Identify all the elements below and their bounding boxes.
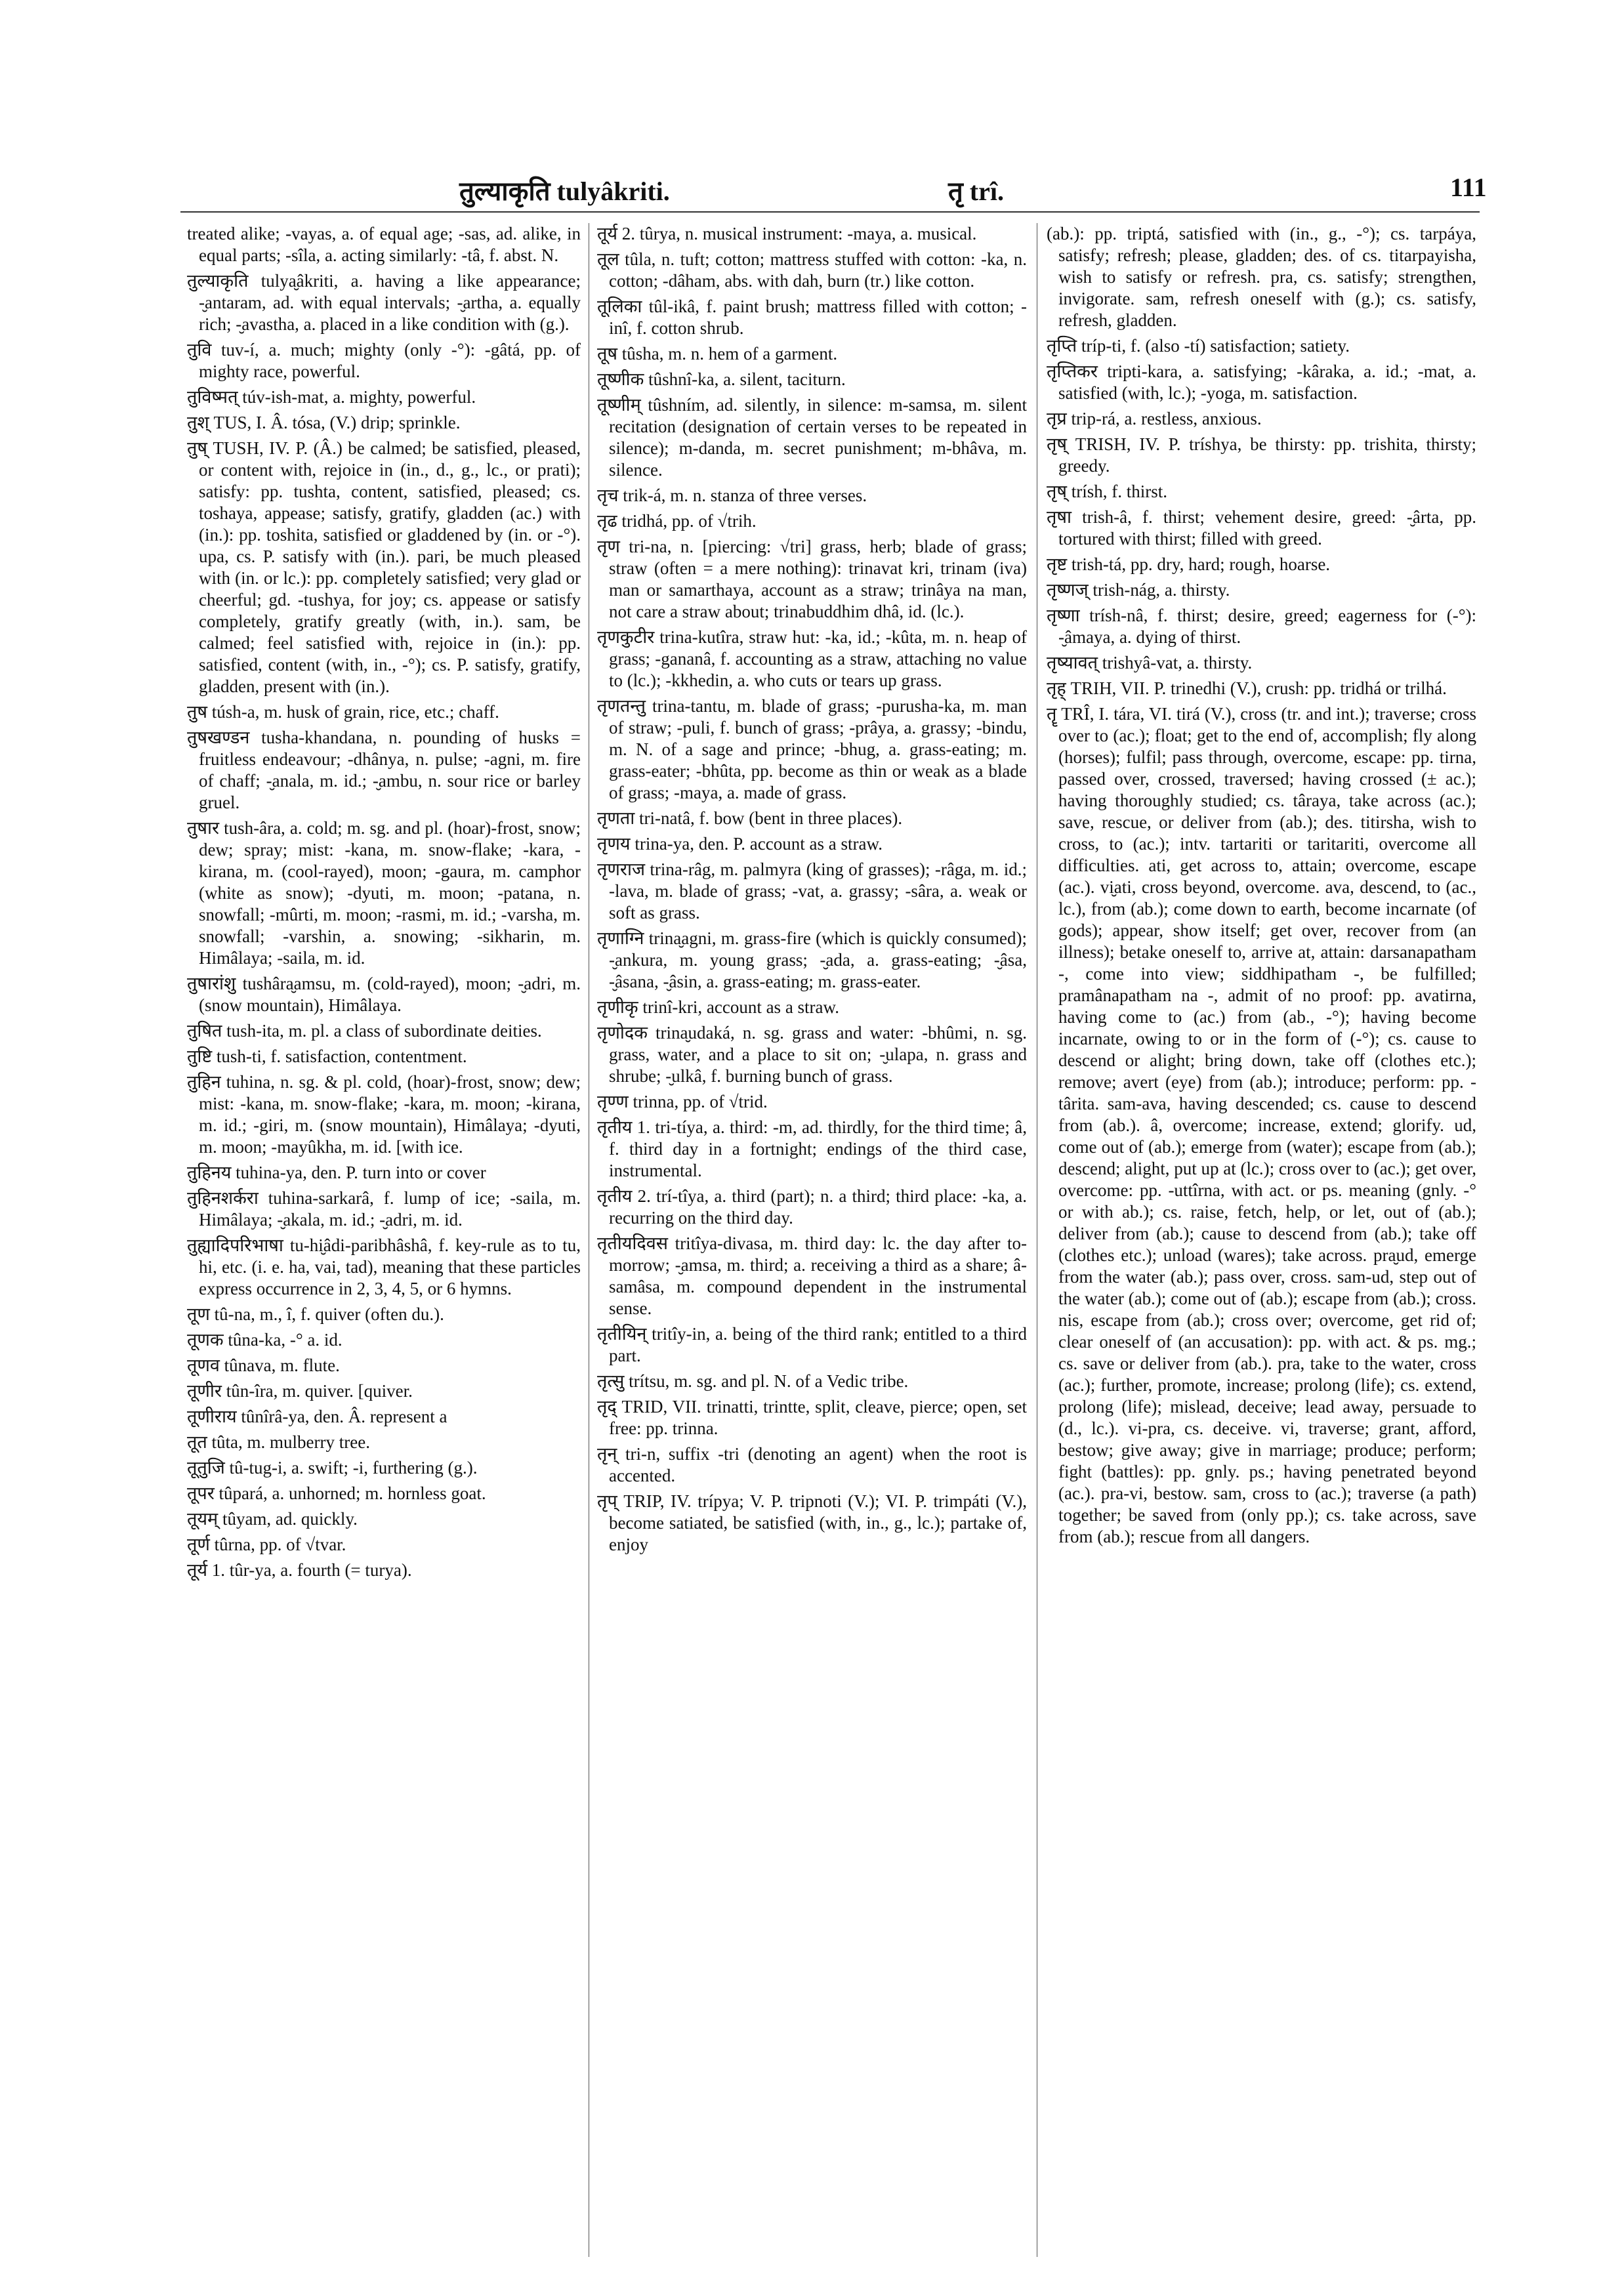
column-left — [187, 223, 581, 2257]
dictionary-entry: तुवि tuv-í, a. much; mighty (only -°): -gâtá, pp. of mighty race, powerful. — [187, 340, 581, 381]
dictionary-entry: तूर्य 2. tûrya, n. musical instrument: -maya, a. musical. — [597, 224, 977, 243]
dictionary-entry: तृतीयदिवस tritîya-divasa, m. third day: lc. the day after to-morrow; -̮amsa, m. third; a. receiving a third as a share; â-samâsa, m. compound dependent in the instrumental sense. — [597, 1233, 1027, 1318]
dictionary-entry: तृणीकृ trinî-kri, account as a straw. — [597, 997, 840, 1017]
dictionary-entry: तुह्यादिपरिभाषा tu-hi̮âdi-paribhâshâ, f. key-rule as to tu, hi, etc. (i. e. ha, vai, tad), meaning that these particles express occurrence in 2, 3, 4, 5, or 6 hymns. — [187, 1235, 581, 1298]
dictionary-entry: तृणराज trina-râg, m. palmyra (king of grasses); -râga, m. id.; -lava, m. blade of grass; -vat, a. grassy; -sâra, a. weak or soft as grass. — [597, 859, 1027, 922]
running-head-center: तृ trî. — [948, 176, 1004, 206]
dictionary-entry: तृणतन्तु trina-tantu, m. blade of grass; -purusha-ka, m. man of straw; -puli, f. bunch of grass; -prâya, a. grassy; -bindu, m. N. of a sage and prince; -bhug, a. grass-eating; m. grass-eater; -bhûta, pp. become as thin or weak as a blade of grass; -maya, a. made of grass. — [597, 696, 1027, 802]
dictionary-entry: तृषा trish-â, f. thirst; vehement desire, greed: -̮ârta, pp. tortured with thirst; filled with greed. — [1047, 507, 1476, 548]
dictionary-entry: तृणाग्नि trina̮agni, m. grass-fire (which is quickly consumed); -̮ankura, m. young grass; -̮ada, a. grass-eating; -̮âsa, -̮âsana, -̮âsin, a. grass-eating; m. grass-eater. — [597, 928, 1027, 991]
dictionary-entry: तूलिका tûl-ikâ, f. paint brush; mattress filled with cotton; -inî, f. cotton shrub. — [597, 297, 1027, 338]
dictionary-entry: तूष्णीम् tûshním, ad. silently, in silence: m-samsa, m. silent recitation (designation of certain verses to be repeated in silence); m-danda, m. secret punishment; m-bhâva, m. silence. — [597, 395, 1027, 480]
dictionary-entry: तूण tû-na, m., î, f. quiver (often du.). — [187, 1304, 444, 1324]
dictionary-entry: तृन् tri-n, suffix -tri (denoting an agent) when the root is accented. — [597, 1444, 1027, 1485]
column-middle — [597, 223, 1027, 2257]
dictionary-entry: तृष्णा trísh-nâ, f. thirst; desire, greed; eagerness for (-°): -̮âmaya, a. dying of thirst. — [1047, 606, 1476, 647]
dictionary-entry: तृणकुटीर trina-kutîra, straw hut: -ka, id.; -kûta, m. n. heap of grass; -gananâ, f. accounting as a straw, attaching no value to (lc.); -kkhedin, a. who cuts or tears up grass. — [597, 627, 1027, 690]
dictionary-entry: तूणीर tûn-îra, m. quiver. [quiver. — [187, 1381, 413, 1401]
dictionary-entry: तृढ tridhá, pp. of √trih. — [597, 511, 757, 531]
dictionary-entry: तुष túsh-a, m. husk of grain, rice, etc.; chaff. — [187, 702, 499, 722]
dictionary-entry: तृष्यावत् trishyâ-vat, a. thirsty. — [1047, 653, 1253, 672]
dictionary-entry: तुषार tush-âra, a. cold; m. sg. and pl. (hoar)-frost, snow; dew; spray; mist: -kana, m. snow-flake; -kara, -kirana, m. (cool-rayed), moon; -gaura, m. camphor (white as snow); -dyuti, m. moon; -patana, n. snowfall; -mûrti, m. moon; -rasmi, m. id.; -varsha, m. snowfall; -varshin, a. snowing; -sikharin, m. Himâlaya; -saila, m. id. — [187, 818, 581, 968]
dictionary-entry: तृत्सु trítsu, m. sg. and pl. N. of a Vedic tribe. — [597, 1371, 909, 1391]
dictionary-entry: तूत tûta, m. mulberry tree. — [187, 1432, 370, 1452]
dictionary-entry: तूपर tûpará, a. unhorned; m. hornless goat. — [187, 1483, 486, 1503]
dictionary-entry: तूल tûla, n. tuft; cotton; mattress stuffed with cotton: -ka, n. cotton; -dâham, abs. with dah, burn (tr.) like cotton. — [597, 249, 1027, 291]
dictionary-entry: तृष् trísh, f. thirst. — [1047, 482, 1167, 501]
dictionary-entry: तूयम् tûyam, ad. quickly. — [187, 1509, 358, 1529]
dictionary-entry: तृतीयिन् tritîy-in, a. being of the third rank; entitled to a third part. — [597, 1324, 1027, 1365]
dictionary-entry: तूणव tûnava, m. flute. — [187, 1355, 340, 1375]
page-number: 111 — [1450, 173, 1487, 202]
column-right — [1047, 223, 1476, 2257]
dictionary-entry: तुहिन tuhina, n. sg. & pl. cold, (hoar)-frost, snow; dew; mist: -kana, m. snow-flake; -kara, m. moon; -kirana, m. id.; -giri, m. (snow mountain), Himâlaya; -dyuti, m. moon; -mayûkha, m. id. [with ice. — [187, 1072, 581, 1157]
dictionary-entry: तूर्य 1. tûr-ya, a. fourth (= turya). — [187, 1560, 412, 1580]
dictionary-entry: तृष् TRISH, IV. P. tríshya, be thirsty: pp. trishita, thirsty; greedy. — [1047, 434, 1476, 476]
dictionary-entry: तृष्णज् trish-nág, a. thirsty. — [1047, 580, 1230, 600]
dictionary-entry: तुहिनय tuhina-ya, den. P. turn into or cover — [187, 1163, 486, 1182]
dictionary-entry: तुविष्मत् túv-ish-mat, a. mighty, powerful. — [187, 387, 476, 407]
dictionary-entry: तुष् TUSH, IV. P. (Â.) be calmed; be satisfied, pleased, or content with, rejoice in (in., d., g., lc., or prati); satisfy: pp. tushta, content, satisfied, pleased; cs. toshaya, appease; satisfy, gratify, gladden (ac.) with (in.): pp. toshita, satisfied or gladdened by (in. or -°). upa, cs. P. satisfy with (in.). pari, be much pleased with (in. or lc.): pp. completely satisfied; very glad or cheerful; gd. -tushya, for joy; cs. appease or satisfy completely, gratify greatly (with, in.). sam, be calmed; feel satisfied with, rejoice in (in.): pp. satisfied, content (with, in., -°); cs. P. satisfy, gratify, gladden, present with (in.). — [187, 438, 581, 696]
dictionary-entry: तुहिनशर्करा tuhina-sarkarâ, f. lump of ice; -saila, m. Himâlaya; -̮akala, m. id.; -̮adri, m. id. — [187, 1188, 581, 1230]
dictionary-entry: तुषित tush-ita, m. pl. a class of subordinate deities. — [187, 1021, 542, 1041]
dictionary-entry: तृणता tri-natâ, f. bow (bent in three places). — [597, 808, 903, 828]
dictionary-entry: तुषखण्डन tusha-khandana, n. pounding of husks = fruitless endeavour; -dhânya, n. pulse; -agni, m. fire of chaff; -̮anala, m. id.; -̮ambu, n. sour rice or barley gruel. — [187, 728, 581, 812]
dictionary-entry: तृप्र trip-rá, a. restless, anxious. — [1047, 409, 1262, 428]
dictionary-entry: तुल्याकृति tulya̮âkriti, a. having a like appearance; -̮antaram, ad. with equal intervals; -̮artha, a. equally rich; -̮avastha, a. placed in a like condition with (g.). — [187, 271, 581, 334]
dictionary-entry: तुश् TUS, I. Â. tósa, (V.) drip; sprinkle. — [187, 413, 461, 432]
dictionary-entry: तृष्ट trish-tá, pp. dry, hard; rough, hoarse. — [1047, 554, 1331, 574]
dictionary-entry: तुष्टि tush-ti, f. satisfaction, contentment. — [187, 1046, 467, 1066]
dictionary-entry: तृण्ण trinna, pp. of √trid. — [597, 1092, 768, 1111]
running-head — [0, 172, 1624, 211]
dictionary-entry: तृतीय 1. tri-tíya, a. third: -m, ad. thirdly, for the third time; â, f. third day in a fortnight; endings of the third case, instrumental. — [597, 1117, 1027, 1180]
dictionary-entry: treated alike; -vayas, a. of equal age; -sas, ad. alike, in equal parts; -sîla, a. acting similarly: -tâ, f. abst. N. — [187, 224, 581, 265]
dictionary-entry: तूणीराय tûnîrâ-ya, den. Â. represent a — [187, 1407, 448, 1426]
dictionary-entry: तूष्णीक tûshnî-ka, a. silent, taciturn. — [597, 369, 846, 389]
dictionary-entry: तृद् TRID, VII. trinatti, trintte, split, cleave, pierce; open, set free: pp. trinna. — [597, 1397, 1027, 1438]
dictionary-entry: तॄ TRÎ, I. tára, VI. tirá (V.), cross (tr. and int.); traverse; cross over to (ac.); float; get to the end of, accomplish; fly along (horses); fulfil; pass through, overcome, escape: pp. tirna, passed over, crossed, traversed; having crossed (± ac.); having thoroughly studied; cs. târaya, take across (ac.); save, rescue, or deliver from (ab.); des. titirsha, wish to cross, to (ac.); intv. tartariti or taritariti, overcome all difficulties. ati, get across to, attain; overcome, escape (ac.). vi̮ati, cross beyond, overcome. ava, descend, to (ac., lc.), from (ab.); come down to earth, become incarnate (of gods); appear, show itself; get over, recover from (an illness); betake oneself to, arrive at, attain: darsanapatham -, come into view; siddhipatham -, be fulfilled; pramânapatham na -, admit of no proof: pp. avatirna, having come to (ac.) from (ab., -°); having become incarnate, owing to or in the form of (-°); cs. cause to descend or alight; bring down, take off (clothes etc.); remove; avert (eye) from (ab.); introduce; perform: pp. -târita. sam-ava, having descended; cs. cause to descend from (ab.). â, overcome; increase, extend; glorify. ud, come out of (ab.); emerge from (water); escape from (ab.); descend; alight, put up at (lc.); cross over to (ac.); get over, overcome: pp. -uttîrna, with act. or ps. meaning (gnly. -° or with ab.); cs. raise, fetch, help, or let, out of (ab.); deliver from (ab.); cause to descend from (ab.); take off (clothes etc.); unload (wares); take across. pra̮ud, emerge from the water (ab.); pass over, cross. sam-ud, step out of the water (ab.); come out of (ab.); escape from (ab.); cross. nis, escape from (ab.); cross over; overcome, get rid of; clear oneself of (an accusation): pp. with act. & ps. mg.; cs. save or deliver from (ab.). pra, take to the water, cross (ac.); further, promote, increase; prolong (life); cs. extend, prolong (life); mislead, deceive; lead away, persuade to (d., lc.). vi-pra, cs. deceive. vi, traverse; grant, afford, bestow; give away; give in marriage; produce; perform; fight (battles): pp. gnly. ps.; having penetrated beyond (ac.). pra-vi, bestow. sam, cross to (ac.); traverse (a path) together; be saved from (only pp.); cs. take across, save from (ab.); rescue from all dangers. — [1047, 704, 1476, 1546]
dictionary-entry: तृणोदक trina̮udaká, n. sg. grass and water: -bhûmi, n. sg. grass, water, and a place to sit on; -̮ulapa, n. grass and shrube; -̮ulkâ, f. burning bunch of grass. — [597, 1023, 1027, 1086]
dictionary-entry: तृप्ति tríp-ti, f. (also -tí) satisfaction; satiety. — [1047, 336, 1350, 356]
dictionary-entry: तूतुजि tû-tug-i, a. swift; -i, furthering (g.). — [187, 1458, 478, 1478]
dictionary-entry: तूणक tûna-ka, -° a. id. — [187, 1330, 343, 1350]
running-head-left: तुल्याकृति tulyâkriti. — [459, 176, 670, 206]
dictionary-entry: तृह् TRIH, VII. P. trinedhi (V.), crush: pp. tridhá or trilhá. — [1047, 678, 1447, 698]
dictionary-entry: तृण tri-na, n. [piercing: √tri] grass, herb; blade of grass; straw (often = a mere nothing): trinavat kri, trinam (iva) man or samarthaya, account as a straw; trinâya na man, not care a straw about; trinabuddhim dhâ, id. (lc.). — [597, 537, 1027, 621]
dictionary-entry: तुषारांशु tushâra̮amsu, m. (cold-rayed), moon; -̮adri, m. (snow mountain), Himâlaya. — [187, 974, 581, 1015]
dictionary-entry: तूष tûsha, m. n. hem of a garment. — [597, 344, 838, 363]
dictionary-entry: तृणय trina-ya, den. P. account as a straw. — [597, 834, 883, 854]
dictionary-entry: तूर्ण tûrna, pp. of √tvar. — [187, 1535, 346, 1554]
dictionary-entry: (ab.): pp. triptá, satisfied with (in., g., -°); cs. tarpáya, satisfy; refresh; please, gladden; des. of cs. titarpayisha, wish to satisfy or refresh. pra, cs. satisfy; strengthen, invigorate. sam, refresh oneself with (g.); cs. satisfy, refresh, gladden. — [1047, 224, 1476, 330]
dictionary-entry: तृप् TRIP, IV. trípya; V. P. tripnoti (V.); VI. P. trimpáti (V.), become satiated, be satisfied (with, in., g., lc.); partake of, enjoy — [597, 1491, 1027, 1554]
dictionary-entry: तृप्तिकर tripti-kara, a. satisfying; -kâraka, a. id.; -mat, a. satisfied (with, lc.); -yoga, m. satisfaction. — [1047, 362, 1476, 403]
dictionary-entry: तृच trik-á, m. n. stanza of three verses. — [597, 486, 867, 505]
dictionary-entry: तृतीय 2. trí-tîya, a. third (part); n. a third; third place: -ka, a. recurring on the third day. — [597, 1186, 1027, 1228]
header-rule — [180, 211, 1480, 213]
